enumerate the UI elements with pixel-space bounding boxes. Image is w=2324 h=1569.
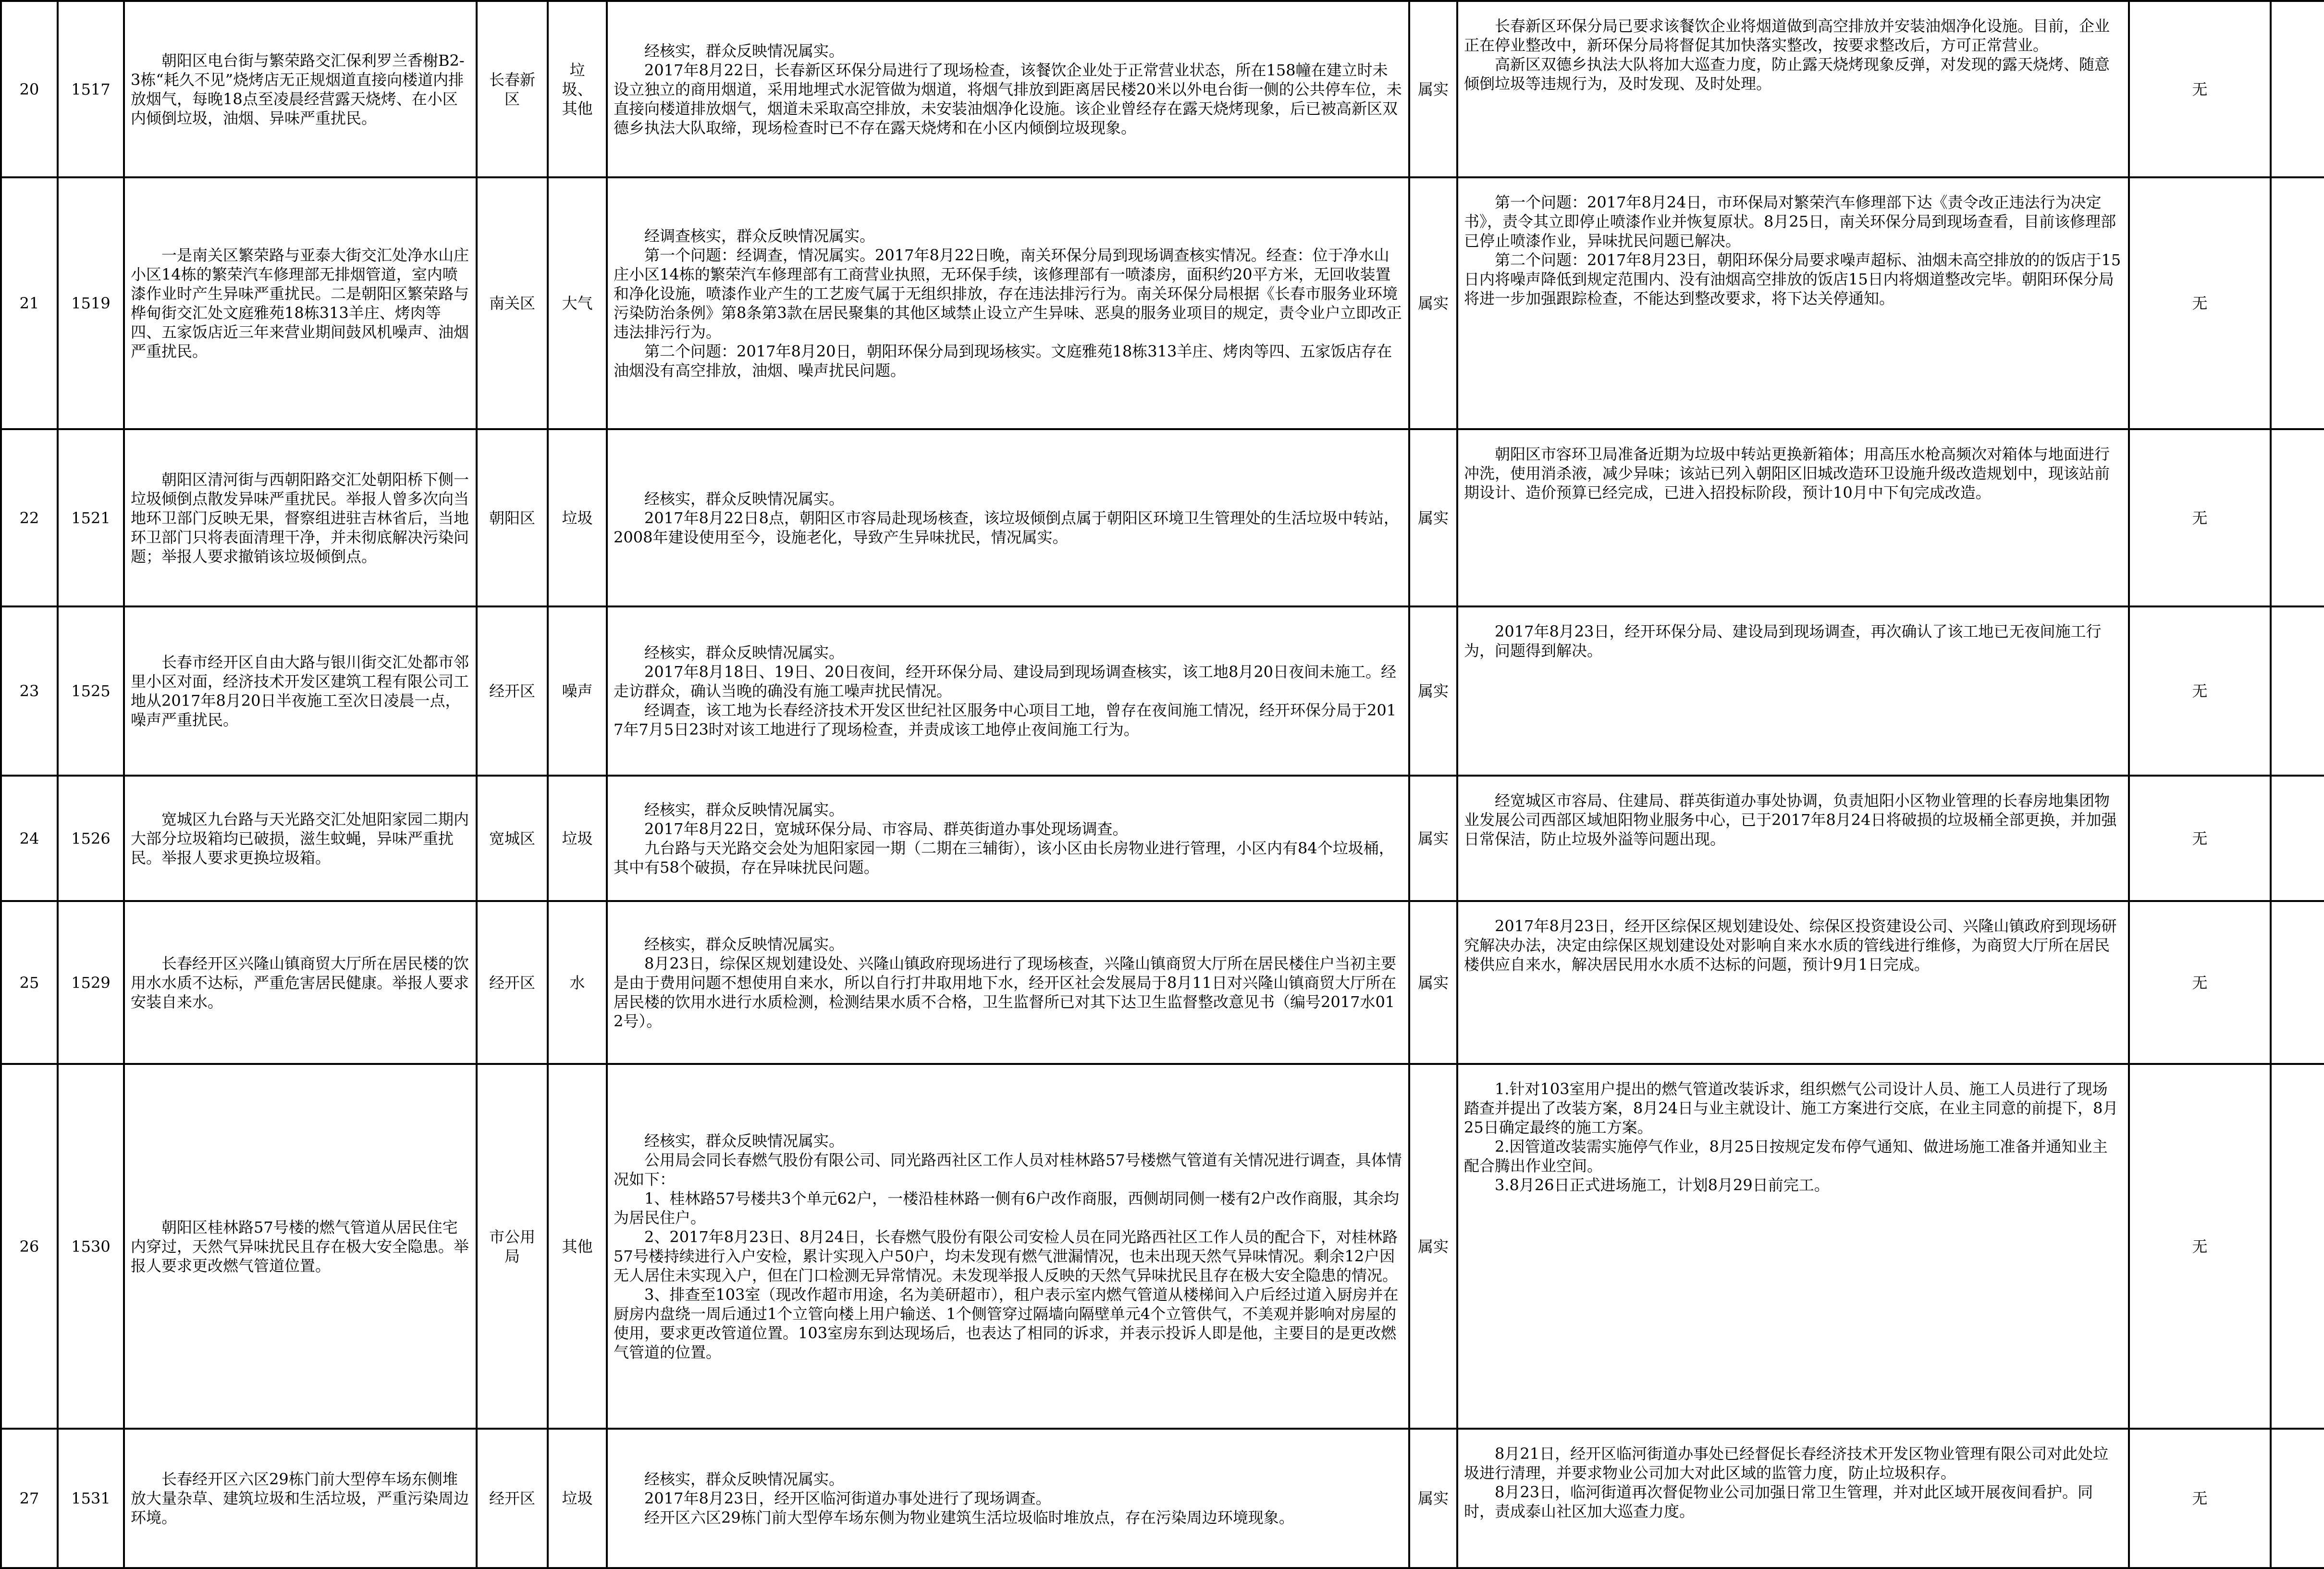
investigation-text: [607, 177, 1409, 429]
table-row: [1, 1, 2324, 177]
pollution-type: 其他: [548, 1064, 607, 1429]
investigation-paragraph: 经核实，群众反映情况属实。: [644, 1131, 845, 1150]
handling-paragraph: 长春新区环保分局已要求该餐饮企业将烟道做到高空排放并安装油烟净化设施。目前，企业正在停业整改中，新环保分局将督促其加快落实整改，按要求整改后，方可正常营业。: [1464, 17, 2110, 54]
handling-text: [1457, 901, 2129, 1064]
row-number: 23: [1, 606, 58, 776]
investigation-paragraph: 经调查，该工地为长春经济技术开发区世纪社区服务中心项目工地，曾存在夜间施工情况，经开环保分局于2017年7月5日23时对该工地进行了现场检查，并责成该工地停止夜间施工行为。: [614, 701, 1397, 739]
complaint-text: [124, 1, 477, 177]
investigation-paragraph: 公用局会同长春燃气股份有限公司、同光路西社区工作人员对桂林路57号楼燃气管道有关情况进行调查，具体情况如下：: [614, 1150, 1402, 1188]
handling-paragraph: 高新区双德乡执法大队将加大巡查力度，防止露天烧烤现象反弹，对发现的露天烧烤、随意倾倒垃圾等违规行为，及时发现、及时处理。: [1464, 55, 2110, 93]
verdict: 属实: [1409, 429, 1457, 606]
case-id: 1517: [58, 1, 124, 177]
pollution-type: 垃圾: [548, 1429, 607, 1568]
investigation-text: [607, 901, 1409, 1064]
row-number: 20: [1, 1, 58, 177]
complaint-text: [124, 1064, 477, 1429]
complaint-text: [124, 901, 477, 1064]
handling-text: [1457, 429, 2129, 606]
verdict: 属实: [1409, 1064, 1457, 1429]
table-row: [1, 1429, 2324, 1568]
investigation-paragraph: 经核实，群众反映情况属实。: [644, 643, 845, 662]
pollution-type: 垃圾: [548, 776, 607, 901]
verdict: 属实: [1409, 901, 1457, 1064]
empty-cell: [2271, 1, 2324, 177]
investigation-paragraph: 经核实，群众反映情况属实。: [644, 1470, 845, 1488]
row-number: 22: [1, 429, 58, 606]
district: 经开区: [477, 1429, 548, 1568]
empty-cell: [2271, 606, 2324, 776]
district: 经开区: [477, 606, 548, 776]
investigation-paragraph: 九台路与天光路交会处为旭阳家园一期（二期在三辅街），该小区由长房物业进行管理，小区内有84个垃圾桶，其中有58个破损，存在异味扰民问题。: [614, 839, 1394, 877]
accountability: 无: [2129, 429, 2271, 606]
district: 朝阳区: [477, 429, 548, 606]
investigation-paragraph: 经调查核实，群众反映情况属实。: [644, 227, 875, 245]
investigation-paragraph: 2、2017年8月23日、8月24日，长春燃气股份有限公司安检人员在同光路西社区工作人员的配合下，对桂林路57号楼持续进行入户安检，累计实现入户50户，均未发现有燃气泄漏情况，也未出现天然气异味情况。剩余12户因无人居住未实现入户，但在门口检测无异常情况。未发现举报人反映的天然气异味扰民且存在极大安全隐患的情况。: [614, 1227, 1398, 1285]
complaint-text: [124, 776, 477, 901]
row-number: 21: [1, 177, 58, 429]
verdict: 属实: [1409, 606, 1457, 776]
accountability: 无: [2129, 1429, 2271, 1568]
table-row: [1, 606, 2324, 776]
handling-paragraph: 2017年8月23日，经开区综保区规划建设处、综保区投资建设公司、兴隆山镇政府到现场研究解决办法，决定由综保区规划建设处对影响自来水水质的管线进行维修，为商贸大厅所在居民楼供应自来水，解决居民用水水质不达标的问题，预计9月1日完成。: [1464, 917, 2117, 974]
investigation-paragraph: 经核实，群众反映情况属实。: [644, 489, 845, 508]
handling-text: [1457, 776, 2129, 901]
complaint-paragraph: 朝阳区桂林路57号楼的燃气管道从居民住宅内穿过，天然气异味扰民且存在极大安全隐患。举报人要求更改燃气管道位置。: [131, 1218, 469, 1275]
accountability: 无: [2129, 606, 2271, 776]
handling-text: [1457, 177, 2129, 429]
handling-paragraph: 第二个问题：2017年8月23日，朝阳环保分局要求噪声超标、油烟未高空排放的的饭店于15日内将噪声降低到规定范围内、没有油烟高空排放的饭店15日内将烟道整改完毕。朝阳环保分局将进一步加强跟踪检查，不能达到整改要求，将下达关停通知。: [1464, 251, 2121, 308]
investigation-text: [607, 1429, 1409, 1568]
table-body: [1, 1, 2324, 1568]
complaint-paragraph: 宽城区九台路与天光路交汇处旭阳家园二期内大部分垃圾箱均已破损，滋生蚊蝇，异味严重扰民。举报人要求更换垃圾箱。: [131, 810, 469, 867]
table-row: [1, 177, 2324, 429]
accountability: 无: [2129, 776, 2271, 901]
table-row: [1, 429, 2324, 606]
table-row: [1, 776, 2324, 901]
pollution-type: 大气: [548, 177, 607, 429]
verdict: 属实: [1409, 1, 1457, 177]
case-id: 1531: [58, 1429, 124, 1568]
case-id: 1519: [58, 177, 124, 429]
handling-text: [1457, 1, 2129, 177]
handling-paragraph: 朝阳区市容环卫局准备近期为垃圾中转站更换新箱体；用高压水枪高频次对箱体与地面进行冲洗，使用消杀液，减少异味；该站已列入朝阳区旧城改造环卫设施升级改造规划中，现该站前期设计、造价预算已经完成，已进入招投标阶段，预计10月中下旬完成改造。: [1464, 445, 2110, 502]
investigation-text: [607, 776, 1409, 901]
pollution-type: 噪声: [548, 606, 607, 776]
empty-cell: [2271, 1429, 2324, 1568]
investigation-text: [607, 429, 1409, 606]
district: 宽城区: [477, 776, 548, 901]
accountability: 无: [2129, 177, 2271, 429]
complaint-paragraph: 一是南关区繁荣路与亚泰大街交汇处净水山庄小区14栋的繁荣汽车修理部无排烟管道，室内喷漆作业时产生异味严重扰民。二是朝阳区繁荣路与桦甸街交汇处文庭雅苑18栋313羊庄、烤肉等四、五家饭店近三年来营业期间鼓风机噪声、油烟严重扰民。: [131, 246, 469, 360]
verdict: 属实: [1409, 776, 1457, 901]
investigation-paragraph: 1、桂林路57号楼共3个单元62户，一楼沿桂林路一侧有6户改作商服，西侧胡同侧一楼有2户改作商服，其余均为居民住户。: [614, 1189, 1399, 1227]
verdict: 属实: [1409, 177, 1457, 429]
investigation-paragraph: 2017年8月23日，经开区临河街道办事处进行了现场调查。: [644, 1489, 1051, 1507]
empty-cell: [2271, 1064, 2324, 1429]
handling-paragraph: 1.针对103室用户提出的燃气管道改装诉求，组织燃气公司设计人员、施工人员进行了现场踏查并提出了改装方案，8月24日与业主就设计、施工方案进行交底，在业主同意的前提下，8月25日确定最终的施工方案。: [1464, 1080, 2118, 1137]
handling-paragraph: 8月23日，临河街道再次督促物业公司加强日常卫生管理，并对此区域开展夜间看护。同时，责成泰山社区加大巡查力度。: [1464, 1483, 2093, 1520]
row-number: 27: [1, 1429, 58, 1568]
complaint-paragraph: 长春市经开区自由大路与银川街交汇处都市邻里小区对面，经济技术开发区建筑工程有限公司工地从2017年8月20日半夜施工至次日凌晨一点，噪声严重扰民。: [131, 653, 469, 729]
district: 市公用局: [477, 1064, 548, 1429]
district: 长春新区: [477, 1, 548, 177]
verdict: 属实: [1409, 1429, 1457, 1568]
table-row: [1, 901, 2324, 1064]
empty-cell: [2271, 177, 2324, 429]
investigation-text: [607, 606, 1409, 776]
row-number: 26: [1, 1064, 58, 1429]
handling-paragraph: 经宽城区市容局、住建局、群英街道办事处协调，负责旭阳小区物业管理的长春房地集团物业发展公司西部区域旭阳物业服务中心，已于2017年8月24日将破损的垃圾桶全部更换，并加强日常保洁，防止垃圾外溢等问题出现。: [1464, 791, 2117, 848]
investigation-paragraph: 2017年8月22日8点，朝阳区市容局赴现场核查，该垃圾倾倒点属于朝阳区环境卫生管理处的生活垃圾中转站，2008年建设使用至今，设施老化，导致产生异味扰民，情况属实。: [614, 508, 1399, 546]
complaint-paragraph: 长春经开区兴隆山镇商贸大厅所在居民楼的饮用水水质不达标，严重危害居民健康。举报人要求安装自来水。: [131, 954, 469, 1011]
row-number: 25: [1, 901, 58, 1064]
investigation-paragraph: 3、排查至103室（现改作超市用途，名为美研超市），租户表示室内燃气管道从楼梯间入户后经过道入厨房并在厨房内盘绕一周后通过1个立管向楼上用户输送、1个侧管穿过隔墙向隔壁单元4个立管供气，不美观并影响对房屋的使用，要求更改管道位置。103室房东到达现场后，也表达了相同的诉求，并表示投诉人即是他，主要目的是更改燃气管道的位置。: [614, 1285, 1399, 1361]
investigation-paragraph: 第二个问题：2017年8月20日，朝阳环保分局到现场核实。文庭雅苑18栋313羊庄、烤肉等四、五家饭店存在油烟没有高空排放，油烟、噪声扰民问题。: [614, 342, 1392, 380]
complaint-paragraph: 长春经开区六区29栋门前大型停车场东侧堆放大量杂草、建筑垃圾和生活垃圾，严重污染周边环境。: [131, 1470, 469, 1527]
investigation-paragraph: 2017年8月22日，宽城环保分局、市容局、群英街道办事处现场调查。: [644, 819, 1128, 838]
handling-paragraph: 第一个问题：2017年8月24日，市环保局对繁荣汽车修理部下达《责令改正违法行为决定书》，责令其立即停止喷漆作业并恢复原状。8月25日，南关环保分局到现场查看，目前该修理部已停止喷漆作业，异味扰民问题已解决。: [1464, 193, 2116, 250]
handling-text: [1457, 1064, 2129, 1429]
district: 南关区: [477, 177, 548, 429]
investigation-paragraph: 经核实，群众反映情况属实。: [644, 800, 845, 819]
row-number: 24: [1, 776, 58, 901]
pollution-type: 垃圾、其他: [548, 1, 607, 177]
case-id: 1525: [58, 606, 124, 776]
empty-cell: [2271, 901, 2324, 1064]
empty-cell: [2271, 776, 2324, 901]
handling-text: [1457, 1429, 2129, 1568]
case-id: 1530: [58, 1064, 124, 1429]
complaint-text: [124, 1429, 477, 1568]
complaint-paragraph: 朝阳区电台街与繁荣路交汇保利罗兰香榭B2-3栋“耗久不见”烧烤店无正规烟道直接向楼道内排放烟气，每晚18点至凌晨经营露天烧烤、在小区内倾倒垃圾，油烟、异味严重扰民。: [131, 51, 465, 127]
case-id: 1529: [58, 901, 124, 1064]
handling-paragraph: 8月21日，经开区临河街道办事处已经督促长春经济技术开发区物业管理有限公司对此处垃圾进行清理，并要求物业公司加大对此区域的监管力度，防止垃圾积存。: [1464, 1445, 2109, 1482]
investigation-paragraph: 经开区六区29栋门前大型停车场东侧为物业建筑生活垃圾临时堆放点，存在污染周边环境现象。: [644, 1508, 1294, 1527]
investigation-paragraph: 经核实，群众反映情况属实。: [644, 41, 845, 60]
investigation-text: [607, 1, 1409, 177]
investigation-paragraph: 2017年8月18日、19日、20日夜间，经开环保分局、建设局到现场调查核实，该工地8月20日夜间未施工。经走访群众，确认当晚的确没有施工噪声扰民情况。: [614, 663, 1397, 700]
investigation-text: [607, 1064, 1409, 1429]
empty-cell: [2271, 429, 2324, 606]
handling-paragraph: 2.因管道改装需实施停气作业，8月25日按规定发布停气通知、做进场施工准备并通知业主配合腾出作业空间。: [1464, 1137, 2108, 1175]
investigation-paragraph: 经核实，群众反映情况属实。: [644, 935, 845, 953]
investigation-paragraph: 8月23日，综保区规划建设处、兴隆山镇政府现场进行了现场核查，兴隆山镇商贸大厅所在居民楼住户当初主要是由于费用问题不想使用自来水，所以自行打井取用地下水，经开区社会发展局于8月11日对兴隆山镇商贸大厅所在居民楼的饮用水进行水质检测，检测结果水质不合格，卫生监督所已对其下达卫生监督整改意见书（编号2017水012号）。: [614, 954, 1397, 1030]
complaint-text: [124, 606, 477, 776]
accountability: 无: [2129, 901, 2271, 1064]
case-id: 1526: [58, 776, 124, 901]
handling-text: [1457, 606, 2129, 776]
investigation-paragraph: 2017年8月22日，长春新区环保分局进行了现场检查，该餐饮企业处于正常营业状态，所在158幢在建立时未设立独立的商用烟道，采用地埋式水泥管做为烟道，将烟气排放到距离居民楼20米以外电台街一侧的公共停车位，未直接向楼道排放烟气，烟道未采取高空排放，未安装油烟净化设施。该企业曾经存在露天烧烤现象，后已被高新区双德乡执法大队取缔，现场检查时已不存在露天烧烤和在小区内倾倒垃圾现象。: [614, 61, 1402, 137]
pollution-type: 垃圾: [548, 429, 607, 606]
complaint-text: [124, 177, 477, 429]
investigation-paragraph: 第一个问题：经调查，情况属实。2017年8月22日晚，南关环保分局到现场调查核实情况。经查：位于净水山庄小区14栋的繁荣汽车修理部有工商营业执照，无环保手续，该修理部有一喷漆房，面积约20平方米，无回收装置和净化设施，喷漆作业产生的工艺废气属于无组织排放，存在违法排污行为。南关环保分局根据《长春市服务业环境污染防治条例》第8条第3款在居民聚集的其他区域禁止设立产生异味、恶臭的服务业项目的规定，责令业户立即改正违法排污行为。: [614, 246, 1402, 341]
accountability: 无: [2129, 1, 2271, 177]
complaint-paragraph: 朝阳区清河街与西朝阳路交汇处朝阳桥下侧一垃圾倾倒点散发异味严重扰民。举报人曾多次向当地环卫部门反映无果，督察组进驻吉林省后，当地环卫部门只将表面清理干净，并未彻底解决污染问题；举报人要求撤销该垃圾倾倒点。: [131, 470, 469, 566]
complaint-text: [124, 429, 477, 606]
accountability: 无: [2129, 1064, 2271, 1429]
table-row: [1, 1064, 2324, 1429]
handling-paragraph: 2017年8月23日，经开环保分局、建设局到现场调查，再次确认了该工地已无夜间施工行为，问题得到解决。: [1464, 622, 2102, 660]
district: 经开区: [477, 901, 548, 1064]
handling-paragraph: 3.8月26日正式进场施工，计划8月29日前完工。: [1495, 1176, 1830, 1194]
pollution-type: 水: [548, 901, 607, 1064]
case-id: 1521: [58, 429, 124, 606]
